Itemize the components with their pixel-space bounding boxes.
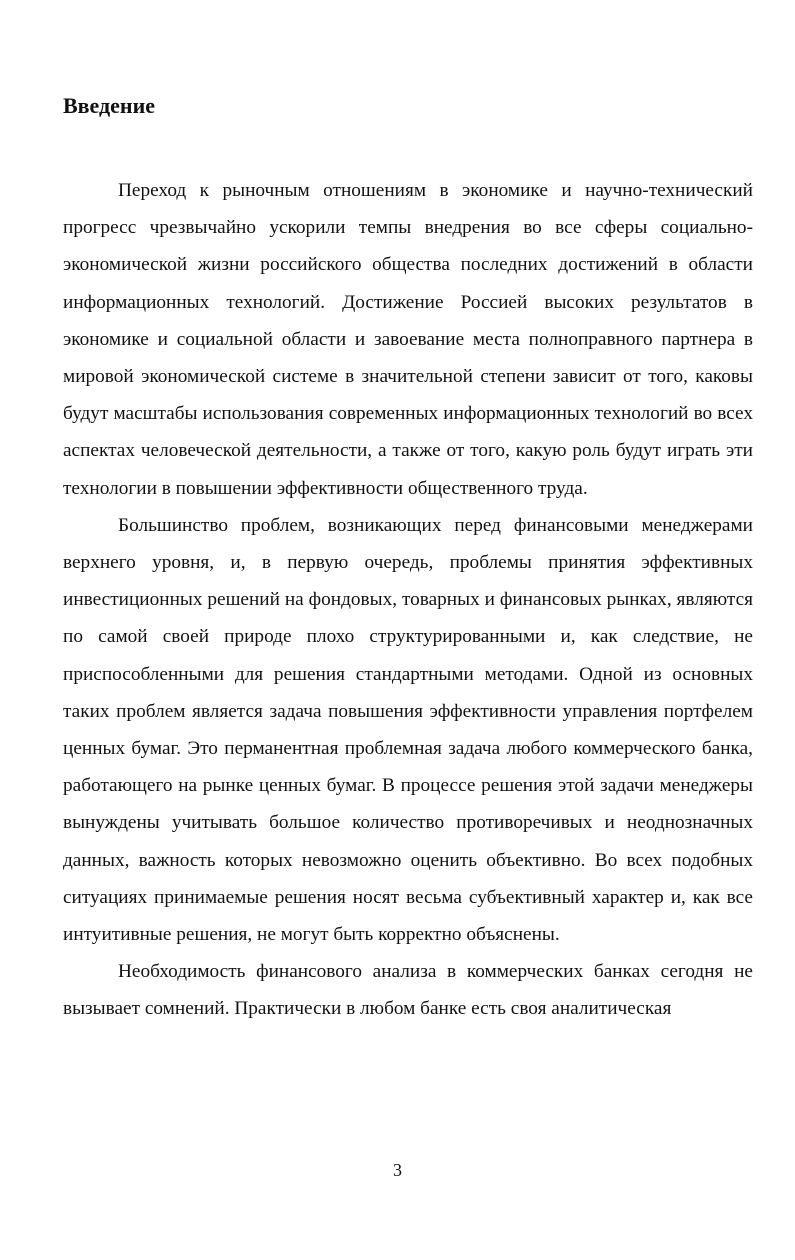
paragraph-3: Необходимость финансового анализа в коммерческих банках сегодня не вызывает сомнений. Практически в любом банке есть своя аналитическая: [63, 961, 753, 1020]
body-text: [63, 172, 753, 1028]
page-number: 3: [393, 1160, 402, 1180]
paragraph-2: Большинство проблем, возникающих перед финансовыми менеджерами верхнего уровня, и, в первую очередь, проблемы принятия эффективных инвестиционных решений на фондовых, товарных и финансовых рынках, являются по самой своей природе плохо структурированными и, как следствие, не приспособленными для решения стандартными методами. Одной из основных таких проблем является задача повышения эффективности управления портфелем ценных бумаг. Это перманентная проблемная задача любого коммерческого банка, работающего на рынке ценных бумаг. В процессе решения этой задачи менеджеры вынуждены учитывать большое количество противоречивых и неоднозначных данных, важность которых невозможно оценить объективно. Во всех подобных ситуациях принимаемые решения носят весьма субъективный характер и, как все интуитивные решения, не могут быть корректно объяснены.: [63, 514, 753, 946]
section-heading: Введение: [63, 93, 156, 118]
paragraph-1: Переход к рыночным отношениям в экономике и научно-технический прогресс чрезвычайно ускорили темпы внедрения во все сферы социально-экономической жизни российского общества последних достижений в области информационных технологий. Достижение Россией высоких результатов в экономике и социальной области и завоевание места полноправного партнера в мировой экономической системе в значительной степени зависит от того, каковы будут масштабы использования современных информационных технологий во всех аспектах человеческой деятельности, а также от того, какую роль будут играть эти технологии в повышении эффективности общественного труда.: [63, 180, 753, 499]
